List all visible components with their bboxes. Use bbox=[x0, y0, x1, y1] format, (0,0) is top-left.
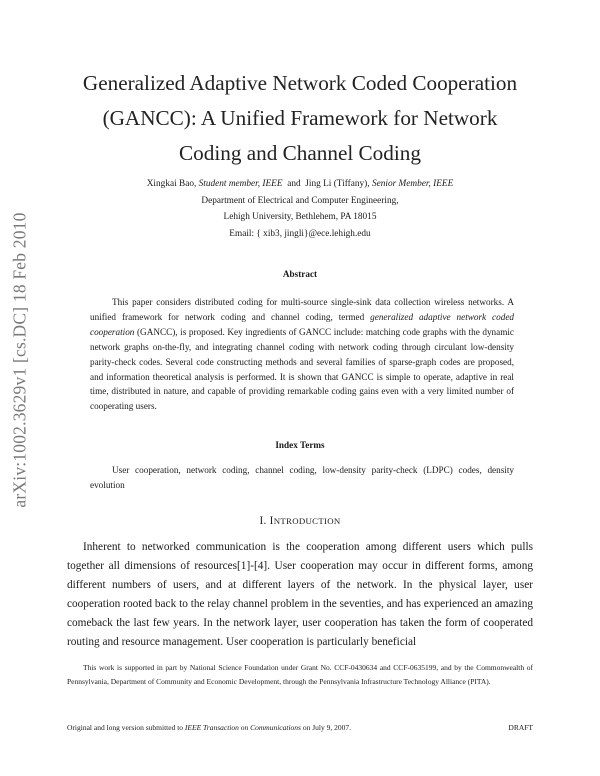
section-numeral: I. bbox=[259, 515, 267, 527]
author-department: Department of Electrical and Computer Engineering, bbox=[201, 195, 399, 206]
arxiv-stamp bbox=[7, 190, 33, 530]
abstract-text bbox=[90, 295, 514, 414]
author-role: Student member, IEEE bbox=[198, 179, 283, 189]
footer-journal: IEEE Transaction on Communications bbox=[184, 723, 301, 732]
author-role: Senior Member, IEEE bbox=[371, 179, 454, 189]
title-line: Generalized Adaptive Network Coded Cooperation bbox=[82, 71, 518, 95]
index-terms-text: User cooperation, network coding, channel coding, low-density parity-check (LDPC) codes, density evolution bbox=[90, 465, 514, 490]
author-conjunction: and bbox=[287, 179, 301, 189]
abstract-text-italic: generalized adaptive network coded cooperation bbox=[90, 311, 514, 337]
author-email: Email: { xib3, jingli}@ece.lehigh.edu bbox=[229, 228, 371, 239]
title-line: Coding and Channel Coding bbox=[179, 141, 421, 165]
footnote-text: This work is supported in part by National Science Foundation under Grant No. CCF-0430634 and CCF-0635199, and by the Commonwealth of Pennsylvania, Department of Community and Economic Development, through the Pennsylvania Infrastructure Technology Alliance (PITA). bbox=[67, 663, 533, 686]
author-university: Lehigh University, Bethlehem, PA 18015 bbox=[223, 212, 377, 222]
page-footer-left bbox=[67, 723, 351, 732]
footer-text-start: Original and long version submitted to bbox=[67, 723, 184, 732]
title-line: (GANCC): A Unified Framework for Network bbox=[102, 106, 498, 130]
arxiv-identifier: arXiv:1002.3629v1 [cs.DC] 18 Feb 2010 bbox=[9, 212, 30, 508]
author-line bbox=[40, 176, 560, 193]
abstract-text-end: (GANCC), is proposed. Key ingredients of GANCC include: matching code graphs with the dynamic network graphs on-the-fly, and integrating channel coding with network coding through circulant low-density parity-check codes. Several code constructing methods and several families of sparse-graph codes are proposed, and information theoretical analysis is performed. It is shown that GANCC is simple to operate, adaptive in real time, distributed in nature, and capable of providing remarkable coding gains even with a very limited number of cooperating users. bbox=[90, 326, 515, 412]
author-block bbox=[40, 176, 560, 242]
abstract-heading: Abstract bbox=[282, 269, 318, 279]
section-title-rest: NTRODUCTION bbox=[273, 516, 341, 526]
footer-text-end: on July 9, 2007. bbox=[302, 723, 351, 732]
page-footer-draft-label: DRAFT bbox=[508, 723, 533, 732]
author-name: Xingkai Bao, bbox=[146, 179, 197, 189]
section-title-initial: I bbox=[269, 515, 274, 527]
abstract-text-start: This paper considers distributed coding for multi-source single-sink data collection wireless networks. A unified framework for network coding and channel coding, termed bbox=[90, 297, 514, 322]
paper-title bbox=[40, 66, 560, 171]
introduction-text: Inherent to networked communication is the cooperation among different users which pulls together all dimensions of resources[1]-[4]. User cooperation may occur in different forms, among different numbers of users, and at different layers of the network. In the physical layer, user cooperation rooted back to the relay channel problem in the seventies, and has experienced an amazing comeback the last few years. In the network layer, user cooperation has taken the form of cooperated routing and resource management. User cooperation is particularly beneficial bbox=[67, 541, 533, 649]
author-name: Jing Li (Tiffany), bbox=[305, 179, 370, 189]
introduction-heading bbox=[40, 515, 560, 527]
index-terms-heading: Index Terms bbox=[275, 440, 325, 450]
